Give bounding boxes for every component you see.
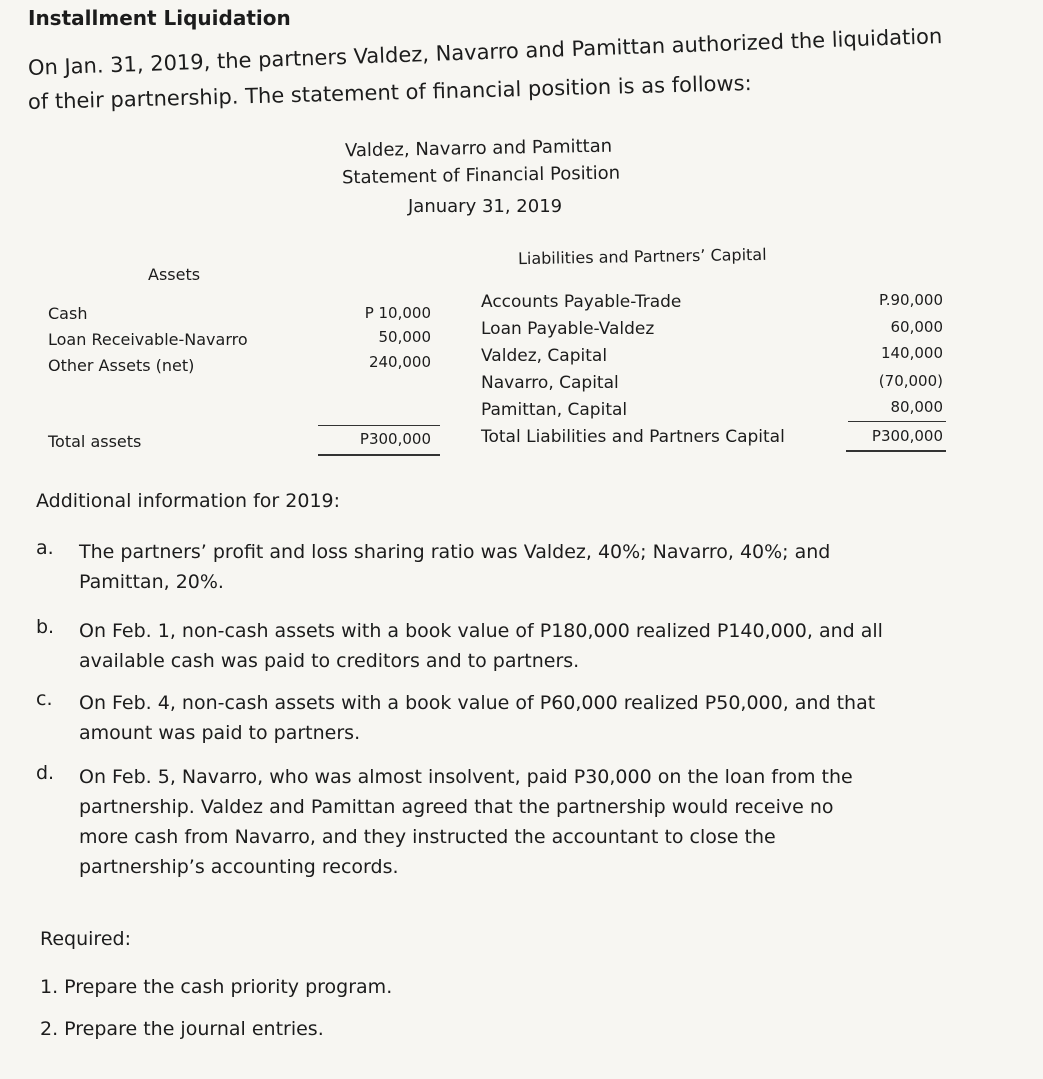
liabilities-total-rule — [846, 450, 946, 452]
item-letter: c. — [36, 688, 53, 710]
assets-subtotal-rule — [318, 425, 440, 426]
asset-label: Other Assets (net) — [48, 356, 195, 375]
item-line: available cash was paid to creditors and to partners. — [79, 650, 580, 672]
intro-line-1: On Jan. 31, 2019, the partners Valdez, Navarro and Pamittan authorized the liquidation — [27, 24, 943, 80]
item-line: On Feb. 4, non-cash assets with a book value of P60,000 realized P50,000, and that — [79, 692, 876, 714]
liability-label: Valdez, Capital — [481, 346, 608, 366]
asset-label: Loan Receivable-Navarro — [48, 330, 248, 349]
item-line: partnership’s accounting records. — [79, 856, 399, 878]
asset-amount: P 10,000 — [364, 304, 431, 322]
additional-info-header: Additional information for 2019: — [36, 490, 341, 512]
required-header: Required: — [40, 928, 131, 950]
item-line: On Feb. 1, non-cash assets with a book value of P180,000 realized P140,000, and all — [79, 620, 883, 642]
liability-label: Pamittan, Capital — [481, 400, 628, 420]
item-letter: a. — [36, 537, 54, 559]
asset-label: Cash — [48, 304, 88, 323]
liability-amount: 60,000 — [890, 318, 943, 336]
statement-title: Statement of Financial Position — [341, 162, 621, 189]
item-line: more cash from Navarro, and they instructed the accountant to close the — [79, 826, 776, 848]
item-line: Pamittan, 20%. — [79, 571, 224, 593]
asset-amount: 50,000 — [378, 328, 431, 346]
item-line: The partners’ profit and loss sharing ratio was Valdez, 40%; Navarro, 40%; and — [79, 541, 831, 563]
statement-date: January 31, 2019 — [408, 196, 563, 217]
item-letter: b. — [36, 616, 55, 638]
total-assets-amount: P300,000 — [359, 430, 431, 448]
item-line: partnership. Valdez and Pamittan agreed that the partnership would receive no — [79, 796, 834, 818]
intro-line-2: of their partnership. The statement of financial position is as follows: — [27, 71, 752, 114]
liability-label: Accounts Payable-Trade — [481, 292, 682, 312]
required-item: 1. Prepare the cash priority program. — [40, 976, 393, 998]
liability-label: Loan Payable-Valdez — [481, 319, 655, 339]
total-liabilities-amount: P300,000 — [871, 427, 943, 445]
liability-label: Navarro, Capital — [481, 373, 619, 393]
liability-amount: 140,000 — [880, 344, 943, 362]
item-line: amount was paid to partners. — [79, 722, 361, 744]
liability-amount: P.90,000 — [879, 291, 943, 309]
total-assets-label: Total assets — [48, 432, 142, 451]
required-item: 2. Prepare the journal entries. — [40, 1018, 324, 1040]
total-liabilities-label: Total Liabilities and Partners Capital — [481, 427, 785, 447]
assets-total-rule — [318, 454, 440, 456]
item-letter: d. — [36, 762, 55, 784]
liability-amount: 80,000 — [890, 398, 943, 416]
liabilities-subtotal-rule — [848, 421, 946, 422]
liability-amount: (70,000) — [878, 372, 943, 390]
item-line: On Feb. 5, Navarro, who was almost insolvent, paid P30,000 on the loan from the — [79, 766, 853, 788]
assets-header: Assets — [148, 265, 201, 284]
statement-entity: Valdez, Navarro and Pamittan — [344, 135, 613, 162]
asset-amount: 240,000 — [368, 353, 431, 371]
liabilities-header: Liabilities and Partners’ Capital — [517, 244, 767, 269]
page-title: Installment Liquidation — [28, 6, 291, 30]
